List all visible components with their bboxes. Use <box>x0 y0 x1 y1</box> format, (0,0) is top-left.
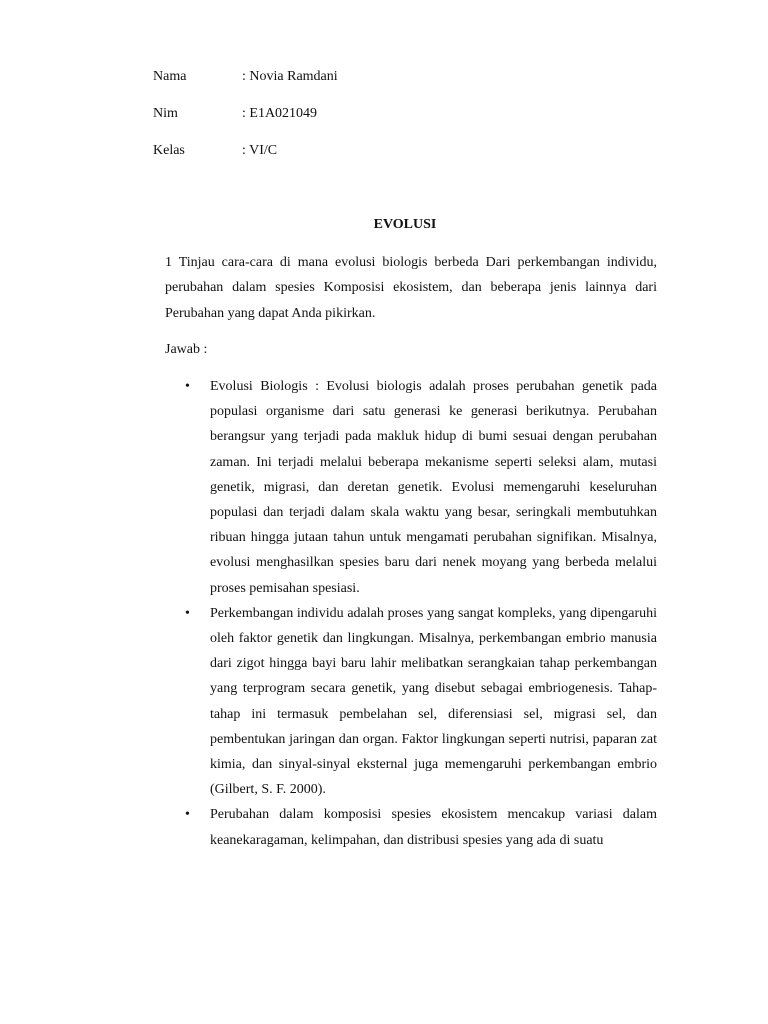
bullet-icon: • <box>185 807 190 823</box>
info-label: Kelas <box>153 143 185 158</box>
student-info <box>153 66 673 177</box>
info-value: : E1A021049 <box>242 106 318 121</box>
list-item-text: Evolusi Biologis : Evolusi biologis adalah proses perubahan genetik pada populasi organisme dari satu generasi ke generasi berikutnya. Perubahan berangsur yang terjadi pada makluk hidup di bumi sesuai dengan perubahan zaman. Ini terjadi melalui beberapa mekanisme seperti seleksi alam, mutasi genetik, migrasi, dan deretan genetik. Evolusi memengaruhi keseluruhan populasi dan terjadi dalam skala waktu yang besar, seringkali membutuhkan ribuan hingga jutaan tahun untuk mengamati perubahan signifikan. Misalnya, evolusi menghasilkan spesies baru dari nenek moyang yang berbeda melalui proses pemisahan spesiasi. <box>210 379 657 596</box>
document-title: EVOLUSI <box>373 217 437 232</box>
info-row-nama <box>153 66 673 103</box>
list-item <box>165 374 657 601</box>
info-label: Nama <box>153 69 187 84</box>
answer-label: Jawab : <box>165 342 208 357</box>
list-item-text: Perubahan dalam komposisi spesies ekosistem mencakup variasi dalam keanekaragaman, kelimpahan, dan distribusi spesies yang ada di suatu <box>210 807 657 848</box>
list-item <box>165 802 657 852</box>
bullet-icon: • <box>185 605 190 621</box>
info-value: : Novia Ramdani <box>242 69 338 84</box>
question-paragraph: 1 Tinjau cara-cara di mana evolusi biologis berbeda Dari perkembangan individu, perubahan dalam spesies Komposisi ekosistem, dan beberapa jenis lainnya dari Perubahan yang dapat Anda pikirkan. <box>165 255 657 321</box>
bullet-icon: • <box>185 379 190 394</box>
info-label: Nim <box>153 106 178 121</box>
list-item <box>165 601 657 803</box>
list-item-text: Perkembangan individu adalah proses yang sangat kompleks, yang dipengaruhi oleh faktor genetik dan lingkungan. Misalnya, perkembangan embrio manusia dari zigot hingga bayi baru lahir melibatkan serangkaian tahap perkembangan yang terprogram secara genetik, yang disebut sebagai embriogenesis. Tahap-tahap ini termasuk pembelahan sel, diferensiasi sel, migrasi sel, dan pembentukan jaringan dan organ. Faktor lingkungan seperti nutrisi, paparan zat kimia, dan sinyal-sinyal eksternal juga memengaruhi perkembangan embrio (Gilbert, S. F. 2000). <box>210 605 657 798</box>
answer-bullet-list <box>165 374 657 853</box>
info-row-kelas <box>153 140 673 177</box>
info-value: : VI/C <box>242 143 278 158</box>
info-row-nim <box>153 103 673 140</box>
